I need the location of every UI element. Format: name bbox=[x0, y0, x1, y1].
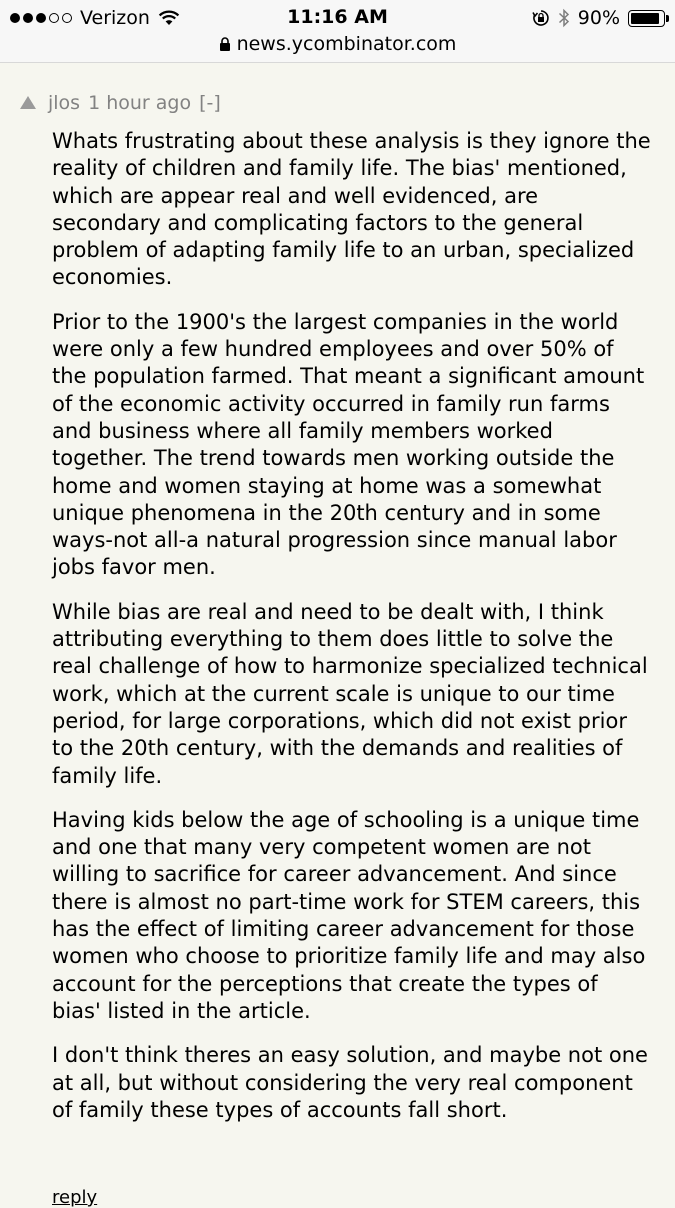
address-bar[interactable] bbox=[0, 33, 675, 55]
lock-icon bbox=[219, 37, 231, 51]
comment-author[interactable]: jlos bbox=[48, 92, 81, 114]
comment-header bbox=[20, 90, 229, 116]
carrier-name: Verizon bbox=[80, 7, 150, 29]
bluetooth-icon bbox=[558, 8, 570, 28]
url-text: news.ycombinator.com bbox=[236, 33, 457, 55]
comment-paragraph: I don't think theres an easy solution, and maybe not one at all, but without considering the very real component of family these types of accounts fall short. bbox=[52, 1043, 648, 1122]
status-icons bbox=[532, 6, 665, 30]
reply-link[interactable]: reply bbox=[52, 1187, 98, 1208]
comment-paragraph: While bias are real and need to be dealt with, I think attributing everything to them does little to solve the real challenge of how to harmonize specialized technical work, which at the current scale is unique to our time period, for large corporations, which did not exist prior to the 20th century, with the demands and realities of family life. bbox=[52, 599, 648, 788]
comment-body bbox=[52, 128, 652, 1141]
clock: 11:16 AM bbox=[287, 6, 388, 28]
comment-paragraph: Whats frustrating about these analysis is they ignore the reality of children and family life. The bias' mentioned, which are appear real and well evidenced, are secondary and complicating factors to the general problem of adapting family life to an urban, specialized economies. bbox=[52, 129, 651, 290]
comment-paragraph: Prior to the 1900's the largest companies in the world were only a few hundred employees and over 50% of the population farmed. That meant a significant amount of the economic activity occurred in family run farms and business where all family members worked together. The trend towards men working outside the home and women staying at home was a somewhat unique phenomena in the 20th century and in some ways-not all-a natural progression since manual labor jobs favor men. bbox=[52, 309, 645, 580]
upvote-arrow-icon[interactable] bbox=[20, 96, 36, 109]
collapse-toggle[interactable]: [-] bbox=[199, 92, 221, 114]
rotation-lock-icon bbox=[532, 9, 550, 27]
battery-icon bbox=[628, 10, 665, 27]
status-bar bbox=[0, 0, 675, 63]
comment-age[interactable]: 1 hour ago bbox=[88, 92, 192, 114]
comment-paragraph: Having kids below the age of schooling is a unique time and one that many very competent women are not willing to sacrifice for career advancement. And since there is almost no part-time work for STEM careers, this has the effect of limiting career advancement for those women who choose to prioritize family life and may also account for the perceptions that create the types of bias' listed in the article. bbox=[52, 807, 646, 1023]
battery-percentage: 90% bbox=[577, 7, 620, 29]
